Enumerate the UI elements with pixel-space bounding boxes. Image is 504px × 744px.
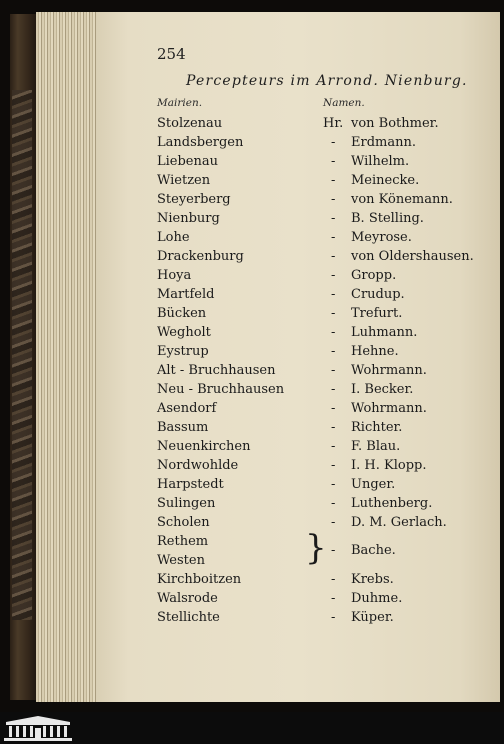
ditto-dash: - [331, 135, 336, 150]
ditto-dash: - [331, 610, 336, 625]
percepteur-name: B. Stelling. [351, 211, 424, 226]
table-row [0, 344, 504, 363]
ditto-dash: - [331, 230, 336, 245]
ditto-dash: - [331, 306, 336, 321]
mairie-name: Bassum [157, 420, 209, 435]
table-row [0, 382, 504, 401]
percepteur-name: Wilhelm. [351, 154, 410, 169]
table-row [0, 401, 504, 420]
ditto-dash: - [331, 173, 336, 188]
percepteur-name: Krebs. [351, 572, 394, 587]
table-row [0, 610, 504, 629]
mairie-name: Kirchboitzen [157, 572, 242, 587]
mairie-name: Martfeld [157, 287, 215, 302]
mairie-name: Drackenburg [157, 249, 244, 264]
table-row [0, 287, 504, 306]
percepteur-name: Bache. [351, 543, 396, 558]
table-row [0, 249, 504, 268]
table-row [0, 154, 504, 173]
ditto-dash: - [331, 287, 336, 302]
mairie-name: Asendorf [157, 401, 217, 416]
percepteur-name: Hehne. [351, 344, 399, 359]
percepteur-name: Wohrmann. [351, 363, 427, 378]
mairie-name: Stellichte [157, 610, 220, 625]
ditto-dash: - [331, 268, 336, 283]
mairie-name: Steyerberg [157, 192, 231, 207]
table-row [0, 572, 504, 591]
mairie-name: Nordwohlde [157, 458, 239, 473]
percepteur-name: von Könemann. [351, 192, 453, 207]
percepteur-name: Crudup. [351, 287, 405, 302]
table-row [0, 325, 504, 344]
ditto-dash: - [331, 211, 336, 226]
ditto-dash: - [331, 401, 336, 416]
mairie-name: Stolzenau [157, 116, 223, 131]
table-row [0, 268, 504, 287]
table-row [0, 477, 504, 496]
table-row [0, 173, 504, 192]
ditto-dash: - [331, 591, 336, 606]
mairie-name: Rethem [157, 534, 209, 549]
ditto-dash: - [331, 543, 336, 558]
table-row [0, 116, 504, 135]
percepteur-name: Luhmann. [351, 325, 418, 340]
mairie-name: Neu - Bruchhausen [157, 382, 285, 397]
table-row [0, 211, 504, 230]
page-title: Percepteurs im Arrond. Nienburg. [186, 73, 468, 89]
mairie-name: Nienburg [157, 211, 220, 226]
bracketed-percepteur [0, 543, 504, 562]
percepteur-name: D. M. Gerlach. [351, 515, 447, 530]
mairie-name: Landsbergen [157, 135, 244, 150]
mairie-name: Bücken [157, 306, 207, 321]
mairie-name: Neuenkirchen [157, 439, 251, 454]
percepteur-name: Trefurt. [351, 306, 403, 321]
ditto-dash: - [331, 477, 336, 492]
percepteur-name: Richter. [351, 420, 403, 435]
percepteur-name: I. Becker. [351, 382, 414, 397]
ditto-dash: - [331, 363, 336, 378]
mairie-name: Sulingen [157, 496, 216, 511]
percepteur-name: Luthenberg. [351, 496, 433, 511]
mairie-name: Liebenau [157, 154, 218, 169]
ditto-dash: - [331, 572, 336, 587]
ditto-dash: - [331, 344, 336, 359]
page-number: 254 [157, 45, 186, 63]
table-row [0, 496, 504, 515]
viewer-footer-bar [0, 712, 504, 744]
table-row [0, 135, 504, 154]
percepteur-name: Wohrmann. [351, 401, 427, 416]
mairie-name: Westen [157, 553, 205, 568]
column-header-namen: Namen. [323, 97, 365, 109]
percepteur-name: F. Blau. [351, 439, 401, 454]
mairie-name: Wietzen [157, 173, 211, 188]
mairie-name: Wegholt [157, 325, 211, 340]
table-row [0, 363, 504, 382]
table-row [0, 458, 504, 477]
column-header-mairien: Mairien. [157, 97, 203, 109]
library-building-logo [2, 716, 74, 742]
percepteur-name: I. H. Klopp. [351, 458, 427, 473]
percepteur-name: Unger. [351, 477, 396, 492]
percepteur-name: Küper. [351, 610, 394, 625]
title-prefix: Hr. [323, 116, 344, 131]
table-row [0, 515, 504, 534]
mairie-name: Eystrup [157, 344, 209, 359]
percepteur-name: von Oldershausen. [351, 249, 474, 264]
table-row [0, 439, 504, 458]
ditto-dash: - [331, 249, 336, 264]
table-row [0, 591, 504, 610]
percepteur-name: von Bothmer. [351, 116, 439, 131]
percepteur-name: Duhme. [351, 591, 403, 606]
table-row [0, 192, 504, 211]
mairie-name: Harpstedt [157, 477, 224, 492]
mairie-name: Scholen [157, 515, 210, 530]
ditto-dash: - [331, 325, 336, 340]
ditto-dash: - [331, 382, 336, 397]
percepteur-name: Gropp. [351, 268, 397, 283]
ditto-dash: - [331, 458, 336, 473]
percepteur-name: Erdmann. [351, 135, 416, 150]
ditto-dash: - [331, 192, 336, 207]
mairie-name: Alt - Bruchhausen [157, 363, 276, 378]
ditto-dash: - [331, 496, 336, 511]
table-row [0, 230, 504, 249]
table-row [0, 306, 504, 325]
curly-brace: } [305, 528, 327, 568]
percepteur-name: Meinecke. [351, 173, 420, 188]
ditto-dash: - [331, 420, 336, 435]
percepteur-name: Meyrose. [351, 230, 412, 245]
ditto-dash: - [331, 154, 336, 169]
mairie-name: Lohe [157, 230, 190, 245]
table-row [0, 420, 504, 439]
ditto-dash: - [331, 439, 336, 454]
mairie-name: Hoya [157, 268, 192, 283]
mairie-name: Walsrode [157, 591, 218, 606]
ditto-dash: - [331, 515, 336, 530]
